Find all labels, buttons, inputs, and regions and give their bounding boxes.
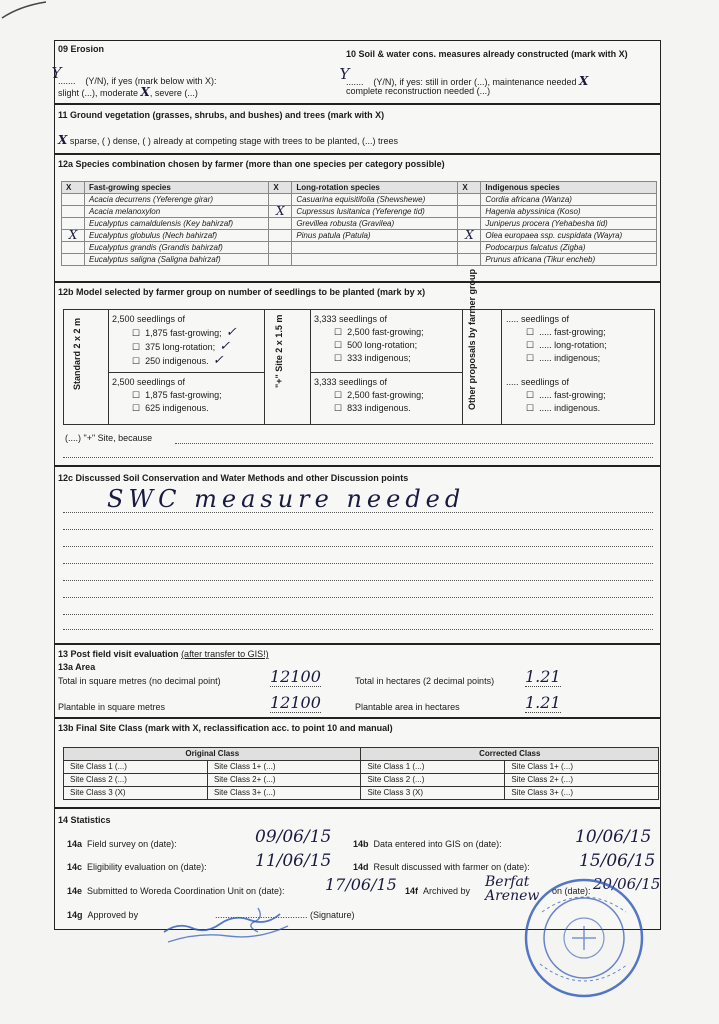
table-row: [62, 218, 657, 230]
ground-sparse-mark: X: [58, 133, 68, 147]
pen-stroke-icon: [0, 0, 50, 20]
model-a-title: 2,500 seedlings of: [112, 314, 186, 324]
species-long: Casuarina equisitifolia (Shewshewe): [292, 194, 458, 206]
species-long: Pinus patula (Patula): [292, 230, 458, 242]
stats-d-value: 15/06/15: [579, 851, 656, 871]
species-header-long: Long-rotation species: [292, 182, 458, 194]
swc-line1-text: (Y/N), if yes: still in order (...), maintenance needed: [373, 77, 577, 87]
model-f-item[interactable]: ☐ ..... fast-growing;: [526, 390, 606, 400]
form-page: [51, 40, 661, 930]
stats-row-d: [353, 862, 530, 872]
model-e-item-text: ..... indigenous;: [539, 353, 601, 363]
species-table: [61, 181, 657, 266]
species-indigenous: Hagenia abyssinica (Koso): [481, 206, 657, 218]
table-row: [64, 761, 659, 774]
species-indigenous: Olea europaea ssp. cuspidata (Wayra): [481, 230, 657, 242]
model-because: (....) "+" Site, because: [65, 433, 153, 443]
stats-f-value: 20/06/15: [593, 875, 661, 893]
erosion-yn-value: Y: [51, 64, 62, 82]
stats-row-g: [67, 910, 138, 920]
stats-g-signature-label: (Signature): [310, 910, 355, 920]
discussion-line[interactable]: [63, 597, 653, 598]
species-fast: Eucalyptus globulus (Nech bahirzaf): [85, 230, 269, 242]
model-e-title: ..... seedlings of: [506, 314, 570, 324]
model-b-item[interactable]: ☐ 625 indigenous.: [132, 403, 209, 413]
discussion-line[interactable]: [63, 529, 653, 530]
erosion-yn-line: .......Y (Y/N), if yes (mark below with X):: [51, 64, 217, 86]
model-option-c: [314, 313, 424, 365]
species-header-fast: Fast-growing species: [85, 182, 269, 194]
model-b-title: 2,500 seedlings of: [112, 377, 186, 387]
species-mark: [269, 230, 292, 242]
plant-ha-value: 1.21: [525, 693, 561, 712]
because-line[interactable]: [63, 457, 653, 458]
species-mark: [269, 242, 292, 254]
ground-line-text: sparse, ( ) dense, ( ) already at competing stage with trees to be planted, (...) trees: [69, 136, 398, 146]
species-mark: X: [62, 230, 85, 242]
stats-d-text: Result discussed with farmer on (date):: [373, 862, 530, 872]
model-e-item[interactable]: ☐ ..... long-rotation;: [526, 340, 607, 350]
species-indigenous: Podocarpus falcatus (Zigba): [481, 242, 657, 254]
site-class-cell[interactable]: Site Class 1+ (...): [207, 761, 361, 774]
ground-title: 11 Ground vegetation (grasses, shrubs, and bushes) and trees (mark with X): [58, 110, 385, 120]
swc-line2: complete reconstruction needed (...): [346, 86, 491, 96]
site-class-cell[interactable]: Site Class 2 (...): [64, 774, 208, 787]
model-d-item-text: 833 indigenous.: [347, 403, 411, 413]
section-post-evaluation: [54, 644, 661, 718]
stats-c-text: Eligibility evaluation on (date):: [87, 862, 207, 872]
discussion-title: 12c Discussed Soil Conservation and Water Methods and other Discussion points: [58, 473, 409, 483]
species-fast: Acacia melanoxylon: [85, 206, 269, 218]
stats-f-label: 14f: [405, 886, 419, 896]
swc-line1: .......Y (Y/N), if yes: still in order (...), maintenance needed X: [339, 65, 589, 88]
species-indigenous: Cordia africana (Wanza): [481, 194, 657, 206]
model-d-item[interactable]: ☐ 833 indigenous.: [334, 403, 411, 413]
species-mark: [62, 254, 85, 266]
model-option-d: [314, 376, 424, 415]
model-a-item-text: 250 indigenous.: [145, 356, 209, 366]
table-row: [62, 230, 657, 242]
stats-row-c: [67, 862, 207, 872]
erosion-severe: , severe (...): [149, 88, 198, 98]
section-discussion: [54, 466, 661, 644]
stats-b-value: 10/06/15: [575, 827, 652, 847]
model-b-item[interactable]: ☐ 1,875 fast-growing;: [132, 390, 222, 400]
discussion-line[interactable]: [63, 512, 653, 513]
stats-f-on: on (date):: [552, 886, 591, 896]
species-header-x3: X: [458, 182, 481, 194]
model-d-item[interactable]: ☐ 2,500 fast-growing;: [334, 390, 424, 400]
discussion-line[interactable]: [63, 614, 653, 615]
model-e-item[interactable]: ☐ ..... fast-growing;: [526, 327, 606, 337]
species-header-indigenous: Indigenous species: [481, 182, 657, 194]
model-plus-label: "+" Site 2 x 1.5 m: [274, 314, 284, 388]
model-a-item[interactable]: ☐ 1,875 fast-growing; ✓: [132, 325, 237, 340]
erosion-moderate-mark: X: [140, 85, 150, 99]
model-c-item[interactable]: ☐ 2,500 fast-growing;: [334, 327, 424, 337]
species-fast: Eucalyptus grandis (Grandis bahirzaf): [85, 242, 269, 254]
section-site-class: [54, 718, 661, 808]
stats-f-name: Berfat Arenew: [485, 874, 540, 904]
species-mark: [458, 254, 481, 266]
species-mark: [62, 242, 85, 254]
because-line[interactable]: [175, 443, 653, 444]
model-d-item-text: 2,500 fast-growing;: [347, 390, 424, 400]
stats-a-value: 09/06/15: [255, 827, 332, 847]
total-sqm-label: Total in square metres (no decimal point): [58, 676, 221, 686]
erosion-levels-line: [58, 85, 198, 99]
model-e-item-text: ..... fast-growing;: [539, 327, 606, 337]
model-f-item-text: ..... fast-growing;: [539, 390, 606, 400]
species-header-x2: X: [269, 182, 292, 194]
swc-title: 10 Soil & water cons. measures already constructed (mark with X): [346, 49, 628, 59]
table-row: [62, 242, 657, 254]
model-c-item-text: 2,500 fast-growing;: [347, 327, 424, 337]
table-row: [62, 254, 657, 266]
stats-row-f: [405, 886, 470, 896]
discussion-handwritten: SWC measure needed: [107, 485, 466, 513]
section-model: [54, 268, 661, 466]
stats-row-e: [67, 886, 285, 896]
section-ground-vegetation: [54, 104, 661, 154]
model-c-item-text: 333 indigenous;: [347, 353, 411, 363]
discussion-line[interactable]: [63, 546, 653, 547]
table-row: [64, 787, 659, 800]
stats-g-text: Approved by: [87, 910, 139, 920]
site-class-title: 13b Final Site Class (mark with X, reclassification acc. to point 10 and manual): [58, 723, 393, 733]
table-row: [62, 206, 657, 218]
table-row: [62, 194, 657, 206]
model-b-item-text: 625 indigenous.: [145, 403, 209, 413]
total-ha-value: 1.21: [525, 667, 561, 686]
plant-sqm-label: Plantable in square metres: [58, 702, 166, 712]
model-c-item[interactable]: ☐ 333 indigenous;: [334, 353, 411, 363]
stats-title: 14 Statistics: [58, 815, 111, 825]
site-class-cell[interactable]: Site Class 3+ (...): [207, 787, 361, 800]
total-sqm-value: 12100: [270, 667, 321, 686]
species-long: [292, 242, 458, 254]
discussion-line[interactable]: [63, 563, 653, 564]
model-option-f: [506, 376, 606, 415]
stats-g-signature-line[interactable]: ..................................... (Signature): [215, 910, 355, 920]
stats-a-text: Field survey on (date):: [87, 839, 177, 849]
species-mark: [458, 242, 481, 254]
total-ha-label: Total in hectares (2 decimal points): [355, 676, 495, 686]
model-a-item[interactable]: ☐ 250 indigenous. ✓: [132, 353, 224, 368]
area-title: 13a Area: [58, 662, 96, 672]
species-fast: Eucalyptus saligna (Saligna bahirzaf): [85, 254, 269, 266]
stats-e-value: 17/06/15: [325, 875, 397, 894]
species-mark: X: [458, 230, 481, 242]
species-indigenous: Juniperus procera (Yehabesha tid): [481, 218, 657, 230]
model-title: 12b Model selected by farmer group on number of seedlings to be planted (mark by x): [58, 287, 426, 297]
stats-b-text: Data entered into GIS on (date):: [373, 839, 502, 849]
site-class-cell[interactable]: Site Class 3 (X): [361, 787, 505, 800]
stats-c-label: 14c: [67, 862, 83, 872]
original-class-header: Original Class: [64, 748, 361, 761]
stats-b-label: 14b: [353, 839, 369, 849]
swc-yn-value: Y: [339, 65, 350, 83]
site-class-cell[interactable]: Site Class 1 (...): [361, 761, 505, 774]
species-fast: Acacia decurrens (Yeferenge girar): [85, 194, 269, 206]
site-class-cell[interactable]: Site Class 1+ (...): [505, 761, 659, 774]
site-class-cell[interactable]: Site Class 2+ (...): [207, 774, 361, 787]
model-c-item[interactable]: ☐ 500 long-rotation;: [334, 340, 418, 350]
model-b-item-text: 1,875 fast-growing;: [145, 390, 222, 400]
ground-line: [58, 133, 398, 147]
model-other-label: Other proposals by farmer group: [467, 268, 477, 410]
species-mark: X: [269, 206, 292, 218]
species-long: Grevillea robusta (Gravilea): [292, 218, 458, 230]
model-f-item[interactable]: ☐ ..... indigenous.: [526, 403, 601, 413]
corrected-class-header: Corrected Class: [361, 748, 659, 761]
model-f-item-text: ..... indigenous.: [539, 403, 601, 413]
stats-f-text: Archived by: [423, 886, 471, 896]
species-mark: [62, 206, 85, 218]
site-class-cell[interactable]: Site Class 1 (...): [64, 761, 208, 774]
stats-d-label: 14d: [353, 862, 369, 872]
discussion-line[interactable]: [63, 580, 653, 581]
species-long: [292, 254, 458, 266]
model-c-title: 3,333 seedlings of: [314, 314, 388, 324]
erosion-yn-text: (Y/N), if yes (mark below with X):: [85, 76, 217, 86]
model-e-item[interactable]: ☐ ..... indigenous;: [526, 353, 601, 363]
model-a-item-text: 1,875 fast-growing;: [145, 328, 222, 338]
model-f-title: ..... seedlings of: [506, 377, 570, 387]
signature-stamp-icon: [158, 902, 308, 946]
species-fast: Eucalyptus camaldulensis (Key bahirzaf): [85, 218, 269, 230]
model-c-item-text: 500 long-rotation;: [347, 340, 418, 350]
species-mark: [458, 206, 481, 218]
stats-c-value: 11/06/15: [255, 851, 332, 871]
section-species: [54, 154, 661, 282]
species-indigenous: Prunus africana (Tikur encheb): [481, 254, 657, 266]
model-standard-label: Standard 2 x 2 m: [72, 317, 82, 390]
species-header-x1: X: [62, 182, 85, 194]
stats-a-label: 14a: [67, 839, 83, 849]
post-title-line: [58, 649, 269, 659]
stats-e-text: Submitted to Woreda Coordination Unit on (date):: [87, 886, 285, 896]
discussion-line[interactable]: [63, 629, 653, 630]
model-option-e: [506, 313, 607, 365]
species-mark: [458, 194, 481, 206]
table-row: [64, 774, 659, 787]
stats-e-label: 14e: [67, 886, 83, 896]
model-option-a: [112, 313, 237, 368]
site-class-cell[interactable]: Site Class 3 (X): [64, 787, 208, 800]
official-stamp-icon: [512, 872, 662, 1002]
model-a-item[interactable]: ☐ 375 long-rotation; ✓: [132, 339, 231, 354]
model-option-b: [112, 376, 222, 415]
erosion-title: 09 Erosion: [58, 44, 105, 54]
site-class-header-row: [64, 748, 659, 761]
site-class-cell[interactable]: Site Class 2 (...): [361, 774, 505, 787]
model-a-item-text: 375 long-rotation;: [145, 342, 216, 352]
species-header-row: [62, 182, 657, 194]
stats-row-b: [353, 839, 502, 849]
model-e-item-text: ..... long-rotation;: [539, 340, 607, 350]
site-class-table: [63, 747, 659, 800]
site-class-cell[interactable]: Site Class 3+ (...): [505, 787, 659, 800]
swc-maintenance-mark: X: [579, 74, 589, 88]
species-title: 12a Species combination chosen by farmer (more than one species per category possible): [58, 159, 445, 169]
plant-sqm-value: 12100: [270, 693, 321, 712]
stats-row-a: [67, 839, 177, 849]
species-mark: [62, 194, 85, 206]
post-title-note: (after transfer to GIS!): [181, 649, 269, 659]
plant-ha-label: Plantable area in hectares: [355, 702, 460, 712]
erosion-levels: slight (...), moderate: [58, 88, 139, 98]
section-erosion-swc: [51, 40, 661, 104]
post-title: 13 Post field visit evaluation: [58, 649, 179, 659]
model-d-title: 3,333 seedlings of: [314, 377, 388, 387]
site-class-cell[interactable]: Site Class 2+ (...): [505, 774, 659, 787]
species-mark: [269, 218, 292, 230]
species-mark: [269, 254, 292, 266]
stats-g-label: 14g: [67, 910, 83, 920]
species-long: Cupressus lusitanica (Yeferenge tid): [292, 206, 458, 218]
